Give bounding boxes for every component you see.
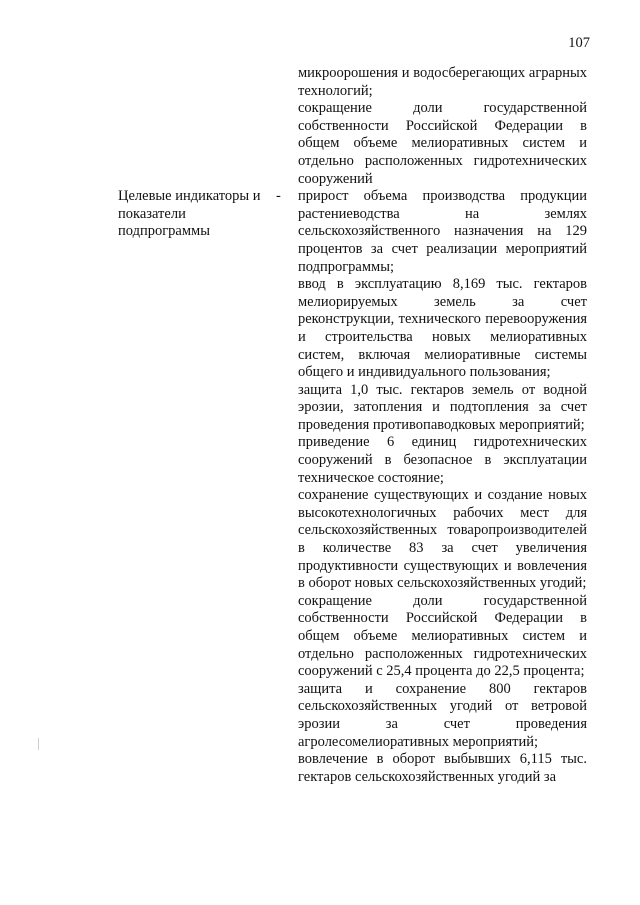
paragraph: сокращение доли государственной собственности Российской Федерации в общем объеме мелиоративных систем и отдельно расположенных гидротехнических сооружений xyxy=(298,100,587,187)
paragraph: сокращение доли государственной собственности Российской Федерации в общем объеме мелиоративных систем и отдельно расположенных гидротехнических сооружений с 25,4 процента до 22,5 процента; xyxy=(298,592,587,680)
indicators-column xyxy=(298,65,587,786)
paragraph: вовлечение в оборот выбывших 6,115 тыс. гектаров сельскохозяйственных угодий за xyxy=(298,751,587,785)
section-label-line-1 xyxy=(118,188,268,206)
page-number: 107 xyxy=(568,35,590,51)
paragraph: приведение 6 единиц гидротехнических сооружений в безопасное в эксплуатации техническое состояние; xyxy=(298,434,587,486)
section-label-text-1: Целевые индикаторы и xyxy=(118,188,261,204)
section-label-line-2: показатели xyxy=(118,205,186,222)
section-label xyxy=(118,188,268,241)
scan-artifact xyxy=(38,738,39,750)
paragraph: защита и сохранение 800 гектаров сельскохозяйственных угодий от ветровой эрозии за счет проведения агролесомелиоративных мероприятий; xyxy=(298,680,587,750)
paragraph: ввод в эксплуатацию 8,169 тыс. гектаров мелиорируемых земель за счет реконструкции, технического перевооружения и строительства новых мелиоративных систем, включая мелиоративные системы общего и индивидуального пользования; xyxy=(298,276,587,381)
paragraph: микроорошения и водосберегающих аграрных технологий; xyxy=(298,65,587,99)
section-label-line-3: подпрограммы xyxy=(118,223,210,240)
paragraph: защита 1,0 тыс. гектаров земель от водной эрозии, затопления и подтопления за счет проведения противопаводковых мероприятий; xyxy=(298,381,587,433)
paragraph: сохранение существующих и создание новых высокотехнологичных рабочих мест для сельскохозяйственных товаропроизводителей в количестве 83 за счет увеличения продуктивности существующих и вовлечения в оборот новых сельскохозяйственных угодий; xyxy=(298,487,587,592)
paragraph: прирост объема производства продукции растениеводства на землях сельскохозяйственного назначения на 129 процентов за счет реализации мероприятий подпрограммы; xyxy=(298,188,587,275)
separator-dash: - xyxy=(276,188,281,204)
